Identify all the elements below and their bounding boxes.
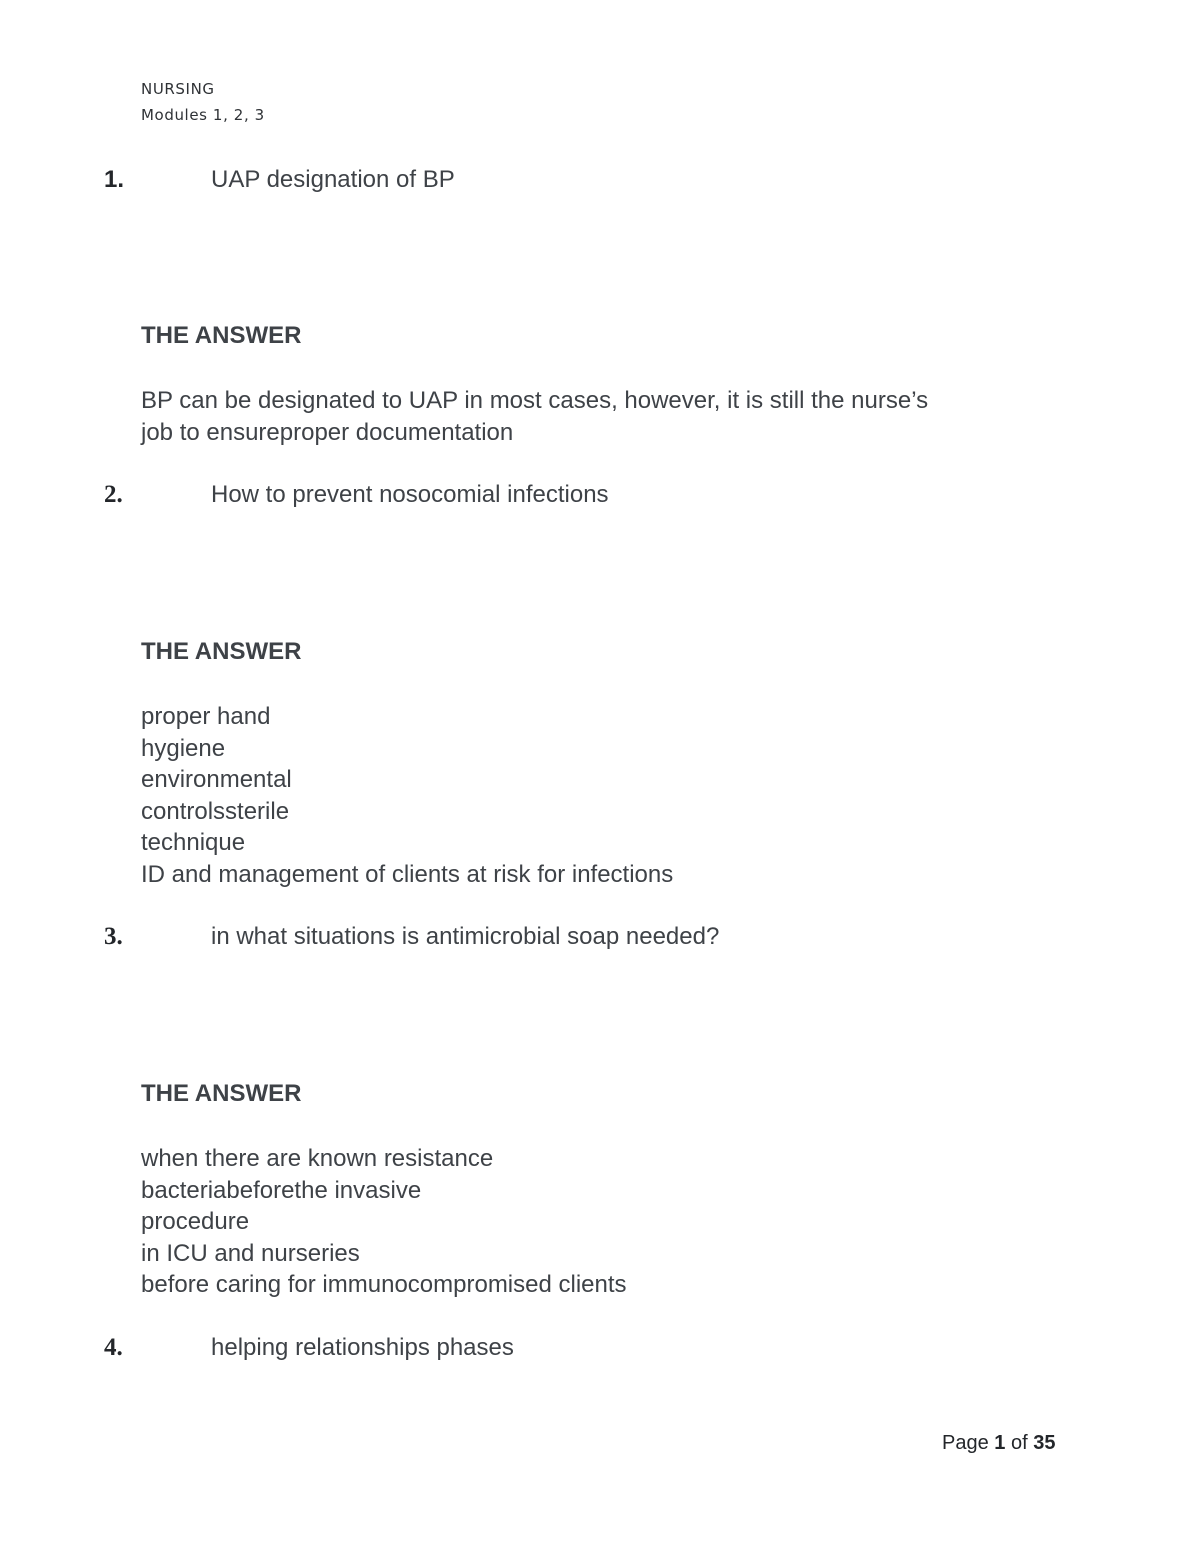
answer-line: ID and management of clients at risk for infections (141, 860, 674, 888)
answer-line: technique (141, 829, 246, 856)
answer-line: procedure (141, 1208, 250, 1235)
question-text: helping relationships phases (211, 1334, 514, 1361)
of-label: of (1010, 1432, 1028, 1454)
answer-line: in ICU and nurseries (141, 1239, 360, 1267)
question-number: 2. (104, 481, 123, 508)
question-text: How to prevent nosocomial infections (211, 481, 609, 508)
answer-heading: THE ANSWER (141, 638, 302, 665)
total-pages: 35 (1033, 1432, 1056, 1454)
answer-line: controlssterile (141, 797, 290, 825)
question-2 (104, 478, 609, 512)
answer-body (141, 385, 928, 448)
header-title: NURSING (141, 80, 215, 98)
question-text: UAP designation of BP (211, 166, 455, 193)
answer-line: hygiene (141, 734, 226, 762)
answer-line: when there are known resistance (141, 1145, 494, 1172)
answer-body (141, 701, 673, 890)
answer-line: before caring for immunocompromised clients (141, 1271, 627, 1298)
current-page-number: 1 (994, 1432, 1006, 1454)
answer-line: bacteriabeforethe invasive (141, 1176, 422, 1204)
question-text: in what situations is antimicrobial soap needed? (211, 923, 720, 950)
question-4 (104, 1331, 514, 1365)
question-1 (104, 163, 455, 197)
answer-line: environmental (141, 766, 292, 793)
answer-heading: THE ANSWER (141, 1080, 302, 1107)
question-3 (104, 920, 719, 954)
page-footer (942, 1432, 1055, 1455)
question-number: 1. (104, 166, 125, 193)
answer-body (141, 1143, 627, 1301)
page-label: Page (942, 1432, 989, 1454)
question-number: 4. (104, 1334, 123, 1361)
answer-line: job to ensureproper documentation (141, 418, 514, 446)
header-subtitle: Modules 1, 2, 3 (141, 106, 265, 124)
answer-line: proper hand (141, 703, 271, 730)
question-number: 3. (104, 923, 123, 950)
answer-line: BP can be designated to UAP in most cases, however, it is still the nurse’s (141, 387, 929, 414)
answer-heading: THE ANSWER (141, 322, 302, 349)
document-header (141, 76, 265, 128)
